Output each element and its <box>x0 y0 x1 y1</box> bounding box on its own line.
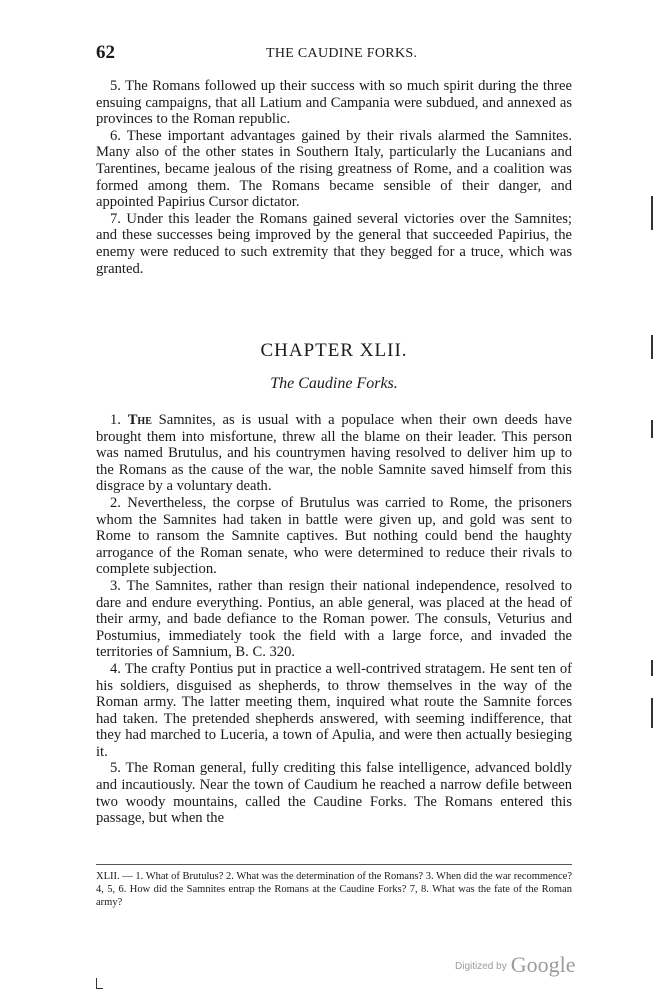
paragraph: 6. These important advantages gained by their rivals alarmed the Samnites. Many also of the other states in Southern Italy, particularly the Lucanians and Tarentines, became jealous of the rising greatness of Rome, and a coalition was formed among them. The Romans became sensible of their danger, and appointed Papirius Cursor dictator. <box>96 127 572 211</box>
paragraph: 7. Under this leader the Romans gained several victories over the Samnites; and these successes being improved by the general that succeeded Papirius, the enemy were reduced to such extremity that they begged for a truce, which was granted. <box>96 210 572 277</box>
section-b-text <box>96 412 572 827</box>
paragraph: 2. Nevertheless, the corpse of Brutulus was carried to Rome, the prisoners whom the Samnites had taken in battle were given up, and gold was sent to Rome to ransom the Samnite captives. But nothing could bend the haughty arrogance of the Roman senate, who were determined to reduce their rivals to complete subjection. <box>96 494 572 578</box>
paragraph-text: Samnites, as is usual with a populace when their own deeds have brought them into misfortune, threw all the blame on their leader. This person was named Brutulus, and his countrymen having resolved to deliver him up to the Romans as the cause of the war, the noble Samnite saved himself from this disgrace by a voluntary death. <box>96 412 572 495</box>
paragraph: 5. The Romans followed up their success with so much spirit during the three ensuing campaigns, that all Latium and Campania were subdued, and annexed as provinces to the Roman republic. <box>96 78 572 128</box>
scan-edge-mark <box>651 335 653 359</box>
footnote <box>96 870 572 909</box>
digitized-watermark <box>455 952 575 978</box>
running-head: THE CAUDINE FORKS. <box>266 46 418 61</box>
footnote-text: XLII. — 1. What of Brutulus? 2. What was the determination of the Romans? 3. When did the war recommence? 4, 5, 6. How did the Samnites entrap the Romans at the Caudine Forks? 7, 8. What was the fate of the Roman army? <box>96 871 572 908</box>
watermark-prefix: Digitized by <box>455 961 507 972</box>
section-a-text <box>96 78 572 277</box>
paragraph: 3. The Samnites, rather than resign their national independence, resolved to dare and endure everything. Pontius, an able general, was placed at the head of their army, and bade defiance to the Roman power. The consuls, Veturius and Postumius, immediately took the field with a large force, and invaded the territories of Samnium, B. C. 320. <box>96 577 572 661</box>
page-number: 62 <box>96 42 115 63</box>
chapter-subtitle: The Caudine Forks. <box>270 375 398 392</box>
small-caps-word: The <box>127 412 152 428</box>
paragraph: 5. The Roman general, fully crediting this false intelligence, advanced boldly and incautiously. Near the town of Caudium he reached a narrow defile between two woody mountains, called the Caudine Forks. The Romans entered this passage, but when the <box>96 760 572 827</box>
paragraph: 4. The crafty Pontius put in practice a well-contrived stratagem. He sent ten of his soldiers, disguised as shepherds, to throw themselves in the way of the Roman army. The latter meeting them, inquired what route the Samnite forces had taken. The pretended shepherds answered, with seeming indifference, that they had marched to Luceria, a town of Apulia, and were then actually besieging it. <box>96 660 572 760</box>
scan-corner-mark <box>96 978 103 989</box>
scan-edge-mark <box>651 660 653 676</box>
scan-edge-mark <box>651 420 653 438</box>
chapter-heading: CHAPTER XLII. <box>260 340 408 361</box>
footnote-divider <box>96 864 572 865</box>
paragraph <box>96 412 572 495</box>
page-header <box>96 42 572 66</box>
google-logo: Google <box>510 952 576 977</box>
scan-edge-mark <box>651 698 653 728</box>
paragraph-number: 1. <box>110 412 128 428</box>
scan-edge-mark <box>651 196 653 230</box>
